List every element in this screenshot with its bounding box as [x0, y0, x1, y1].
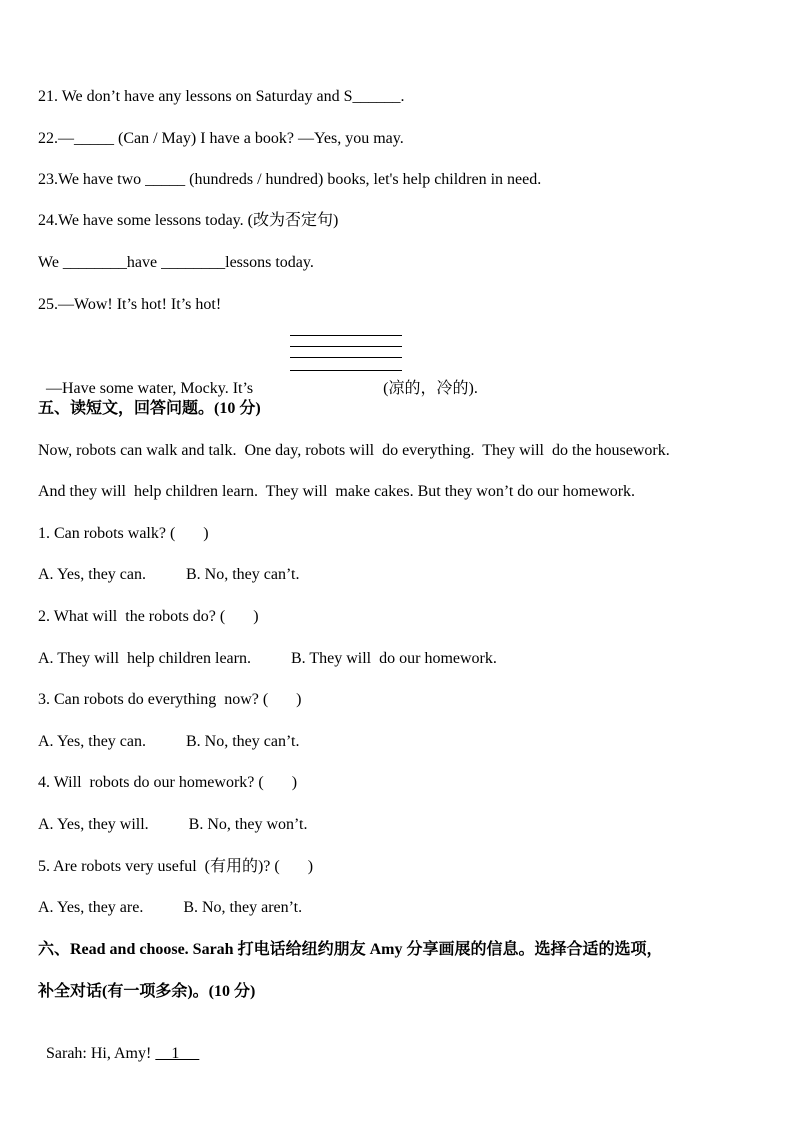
- dialogue-speaker-text: Sarah: Hi, Amy!: [46, 1045, 156, 1062]
- reading-question-2: 2. What will the robots do? ( ): [38, 608, 259, 625]
- question-25-reply-pre: —Have some water, Mocky. It’s: [46, 380, 258, 397]
- passage-line-1: Now, robots can walk and talk. One day, robots will do everything. They will do the housework.: [38, 442, 670, 459]
- question-24: 24.We have some lessons today. (改为否定句): [38, 212, 339, 229]
- section-6-heading-line-2: 补全对话(有一项多余)。(10 分): [38, 983, 256, 1000]
- dialogue-blank-1[interactable]: 1: [155, 1045, 200, 1062]
- reading-options-1: A. Yes, they can. B. No, they can’t.: [38, 566, 300, 583]
- section-5-heading: 五、读短文，回答问题。(10 分): [38, 400, 261, 417]
- dialogue-line-sarah: [38, 1024, 199, 1064]
- question-23: 23.We have two _____ (hundreds / hundred) books, let's help children in need.: [38, 171, 542, 188]
- question-25-reply-post: (凉的，冷的).: [379, 380, 478, 397]
- question-24-answer-line: We ________have ________lessons today.: [38, 254, 314, 271]
- question-25: 25.—Wow! It’s hot! It’s hot!: [38, 296, 222, 313]
- question-25-reply: [38, 359, 478, 399]
- section-6-heading-line-1: 六、Read and choose. Sarah 打电话给纽约朋友 Amy 分享画展的信息。选择合适的选项，: [38, 941, 663, 958]
- reading-options-5: A. Yes, they are. B. No, they aren’t.: [38, 899, 303, 916]
- reading-question-4: 4. Will robots do our homework? ( ): [38, 774, 298, 791]
- reading-question-5: 5. Are robots very useful (有用的)? ( ): [38, 858, 314, 875]
- question-22: 22.—_____ (Can / May) I have a book? —Yes, you may.: [38, 130, 404, 147]
- passage-line-2: And they will help children learn. They will make cakes. But they won’t do our homework.: [38, 483, 636, 500]
- reading-options-3: A. Yes, they can. B. No, they can’t.: [38, 733, 300, 750]
- reading-options-2: A. They will help children learn. B. They will do our homework.: [38, 650, 497, 667]
- question-21: 21. We don’t have any lessons on Saturday and S______.: [38, 88, 405, 105]
- reading-question-3: 3. Can robots do everything now? ( ): [38, 691, 302, 708]
- reading-options-4: A. Yes, they will. B. No, they won’t.: [38, 816, 308, 833]
- reading-question-1: 1. Can robots walk? ( ): [38, 525, 209, 542]
